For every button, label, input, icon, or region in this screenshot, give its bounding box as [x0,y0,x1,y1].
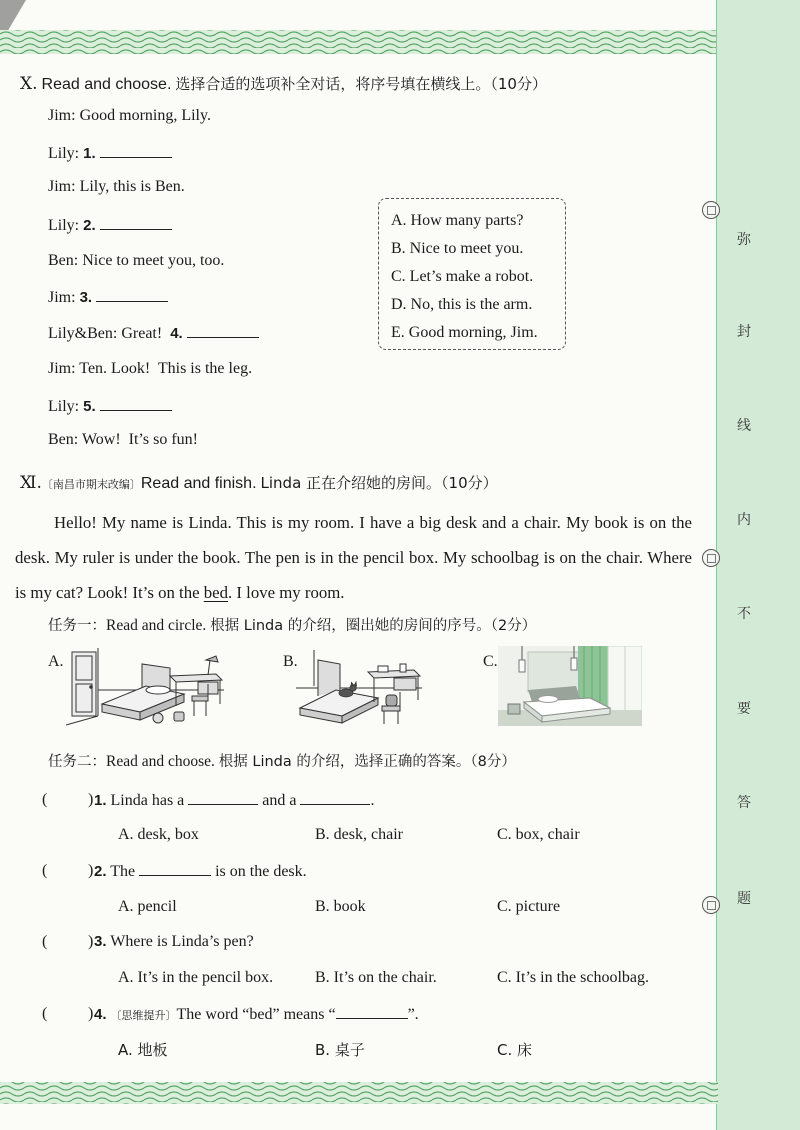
speaker: Lily: [48,145,80,162]
picture-label-c[interactable]: C. [483,653,498,670]
task2-heading [48,751,516,773]
question-number: 3. [94,933,107,950]
bed-icon [300,660,378,723]
ball-icon [153,713,163,723]
task1-heading [48,615,536,637]
line-text: Ten. Look! This is the leg. [79,360,253,377]
nightstand-icon [508,704,520,714]
binding-mark-icon [702,549,720,567]
choice-c: C. 床 [497,1041,533,1059]
room-picture-b[interactable] [296,646,422,726]
line-text: Great! [121,325,163,342]
source-tag: 〔南昌市期末改编〕 [41,478,141,491]
dialogue-line [48,142,172,164]
section-x-heading [20,73,547,96]
blank-number: 3. [79,289,93,306]
answer-blank[interactable] [139,860,211,876]
question-part: is on the desk. [215,863,307,880]
room-picture-c[interactable] [498,646,642,726]
option-b: B. Nice to meet you. [391,240,524,257]
question-part: Linda has a [110,792,185,809]
option-c: C. Let’s make a robot. [391,268,534,285]
answer-blank[interactable] [96,286,168,302]
choice-c: C. It’s in the schoolbag. [497,969,649,986]
margin-char: 要 [737,701,751,717]
section-title-en: Read and choose. [41,76,172,93]
answer-blank[interactable] [100,142,172,158]
question-text [94,1003,419,1027]
dialogue-line [48,214,172,236]
margin-char: 不 [737,606,751,622]
margin-char: 内 [737,512,751,528]
task-title-cn: 根据 Linda 的介绍，选择正确的答案。（8分） [218,754,516,770]
question-number: 1. [94,792,107,809]
dialogue-line [48,106,211,126]
blank-number: 2. [83,217,96,234]
choice-c: C. picture [497,898,561,915]
passage-text: Hello! My name is Linda. This is my room. I have a big desk and a chair. My book is on the desk. My ruler is under the book. The pen is in the pencil box. My schoolbag is on the chair. Where is my cat? Look! It’s on the [15,513,692,602]
speaker: Lily: [48,398,80,415]
option-e: E. Good morning, Jim. [391,324,538,341]
question-number: 2. [94,863,107,880]
option-a: A. How many parts? [391,212,524,229]
dialogue-line [48,395,172,417]
dialogue-line [48,359,252,379]
options-box [378,198,566,350]
option-d: D. No, this is the arm. [391,296,533,313]
choice-a: A. desk, box [118,826,199,843]
line-text: Lily, this is Ben. [79,178,185,195]
question-3 [0,931,716,953]
choice-a: A. It’s in the pencil box. [118,969,274,986]
blank-number: 1. [83,145,96,162]
question-text [94,789,374,812]
section-numeral: Ⅺ. [20,473,42,493]
task-title-cn: 根据 Linda 的介绍，圈出她的房间的序号。（2分） [210,618,537,634]
door-knob-icon [89,685,93,689]
blank-number: 4. [170,325,183,342]
question-part: The word “bed” means “ [176,1006,336,1023]
choice-a: A. 地板 [118,1041,168,1059]
picture-label-b[interactable]: B. [283,653,298,670]
speaker: Jim: [48,107,76,124]
schoolbag-icon [386,695,397,706]
speaker: Ben: [48,431,79,448]
choice-b: B. 桌子 [315,1041,365,1059]
question-4 [0,1003,716,1025]
answer-paren-close[interactable]: ) [88,1005,94,1022]
question-part: The [110,863,136,880]
picture-label-a[interactable]: A. [48,653,64,670]
section-numeral: Ⅹ. [20,74,38,94]
task-title-en: Read and choose. [106,753,215,770]
answer-paren-open[interactable]: ( [42,791,48,808]
line-text: Nice to meet you, too. [82,252,225,269]
margin-char: 答 [737,795,751,811]
question-number: 4. [94,1006,107,1023]
margin-char: 线 [737,418,751,434]
question-1 [0,789,716,811]
answer-paren-close[interactable]: ) [88,862,94,879]
question-part: Where is Linda’s pen? [110,933,254,950]
section-xi-heading [20,472,498,496]
speaker: Lily: [48,217,80,234]
line-text: Wow! It’s so fun! [81,431,198,448]
speaker: Ben: [48,252,79,269]
line-text: Good morning, Lily. [79,107,211,124]
margin-char: 题 [737,891,751,907]
task-title-en: Read and circle. [106,617,207,634]
answer-paren-open[interactable]: ( [42,862,48,879]
binding-margin-strip [716,0,800,1130]
dialogue-line [48,430,198,450]
question-part: . [370,792,375,809]
question-part: and a [262,792,297,809]
section-title-cn: 选择合适的选项补全对话，将序号填在横线上。（10分） [175,75,547,93]
margin-char: 弥 [737,232,751,248]
answer-paren-open[interactable]: ( [42,933,48,950]
section-title-en: Read and finish. [140,475,257,492]
choice-a: A. pencil [118,898,177,915]
answer-blank[interactable] [100,395,172,411]
answer-paren-close[interactable]: ) [88,933,94,950]
passage-text-end: . I love my room. [227,583,345,602]
section-title-cn: Linda 正在介绍她的房间。（10分） [260,474,498,492]
choice-b: B. It’s on the chair. [315,969,437,986]
dialogue-line [48,251,224,271]
speaker: Jim: [48,178,76,195]
answer-blank[interactable] [100,214,172,230]
passage-keyword: bed [203,583,228,602]
choice-b: B. desk, chair [315,826,403,843]
reading-passage [15,505,692,610]
speaker: Lily&Ben: [48,325,118,342]
choice-c: C. box, chair [497,826,580,843]
dialogue-line [48,177,185,197]
blank-number: 5. [83,398,96,415]
question-part: ”. [407,1006,419,1023]
binding-mark-icon [702,896,720,914]
answer-blank[interactable] [300,789,370,805]
answer-paren-close[interactable]: ) [88,791,94,808]
answer-paren-open[interactable]: ( [42,1005,48,1022]
answer-blank[interactable] [336,1003,408,1019]
bag-icon [174,712,184,721]
speaker: Jim: [48,289,76,306]
top-wave-border [0,0,720,60]
task-label: 任务二： [48,754,106,770]
choice-b: B. book [315,898,366,915]
question-2 [0,860,716,882]
difficulty-tag: 〔思维提升〕 [110,1009,177,1022]
bottom-wave-border [0,1078,720,1108]
task-label: 任务一： [48,618,106,634]
question-text [94,931,254,953]
answer-blank[interactable] [187,322,259,338]
dialogue-line [48,286,168,308]
question-text [94,860,307,883]
binding-mark-icon [702,201,720,219]
answer-blank[interactable] [188,789,258,805]
room-picture-a[interactable] [66,646,224,726]
bed-icon [102,664,184,720]
margin-char: 封 [737,324,751,340]
dialogue-line [48,322,259,344]
speaker: Jim: [48,360,76,377]
